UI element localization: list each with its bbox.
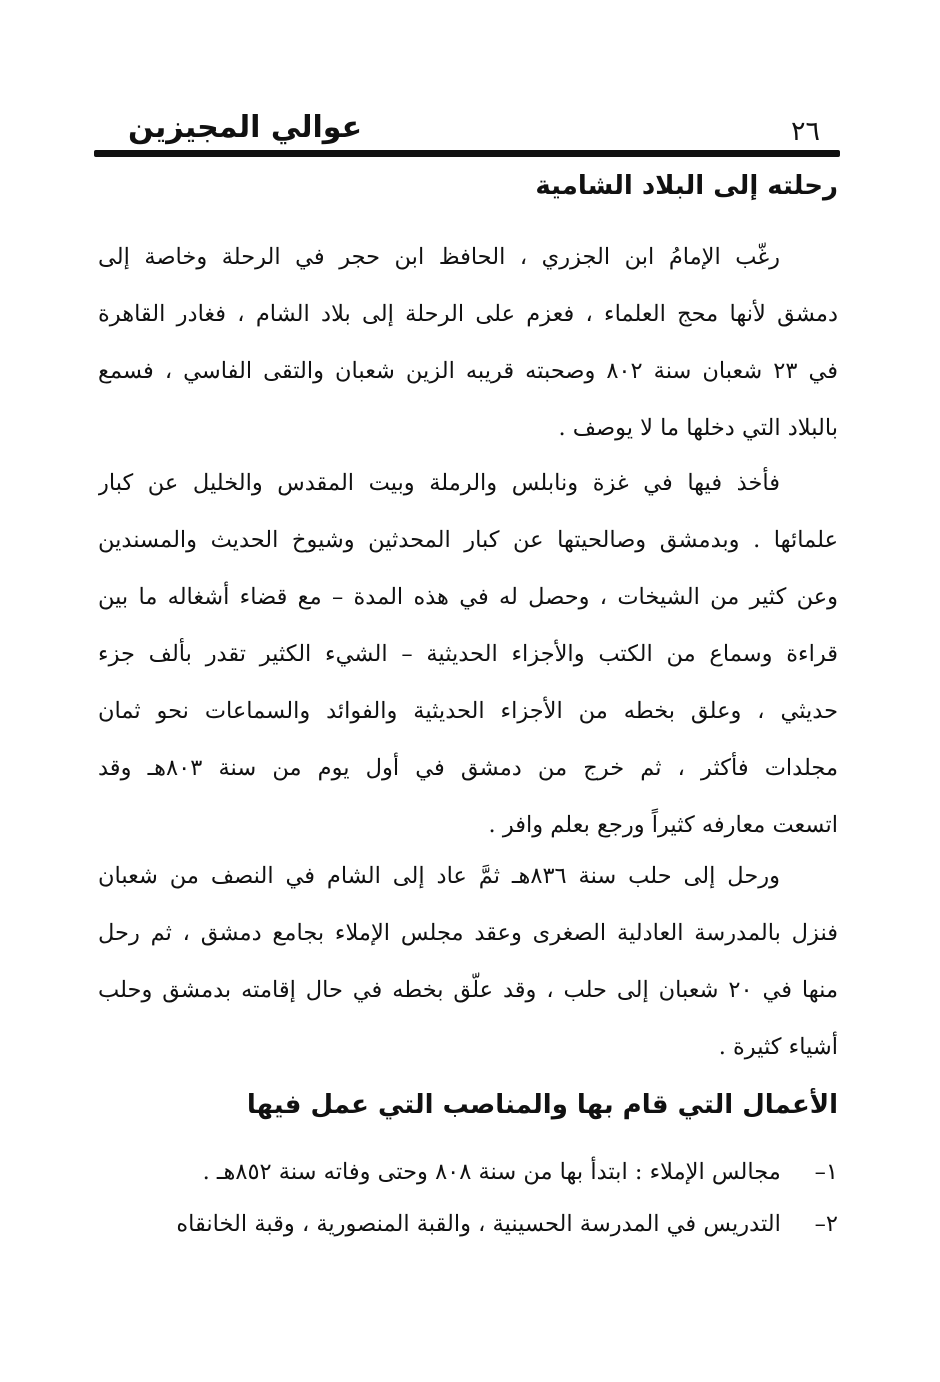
- section-heading-positions: الأعمال التي قام بها والمناصب التي عمل فيها: [246, 1090, 838, 1120]
- text-line: قراءة وسماع من الكتب والأجزاء الحديثية – الشيء الكثير تقدر بألف جزء: [98, 641, 838, 667]
- paragraph-2: [98, 455, 838, 854]
- text-line: منها في ٢٠ شعبان إلى حلب ، وقد علّق بخطه في حال إقامته بدمشق وحلب: [98, 977, 838, 1003]
- text-line: علمائها . وبدمشق وصالحيتها عن كبار المحدثين وشيوخ الحديث والمسندين: [98, 527, 838, 553]
- list-item: [98, 1198, 838, 1250]
- text-line: ورحل إلى حلب سنة ٨٣٦هـ ثمَّ عاد إلى الشام في النصف من شعبان: [98, 863, 780, 889]
- list-number: ١–: [814, 1159, 838, 1185]
- page-number: ٢٦: [790, 116, 820, 147]
- text-line: دمشق لأنها محج العلماء ، فعزم على الرحلة إلى بلاد الشام ، فغادر القاهرة: [98, 301, 838, 327]
- text-line: فنزل بالمدرسة العادلية الصغرى وعقد مجلس الإملاء بجامع دمشق ، ثم رحل: [98, 920, 838, 946]
- text-line: حديثي ، وعلق بخطه من الأجزاء الحديثية والفوائد والسماعات نحو ثمان: [98, 698, 838, 724]
- paragraph-3: [98, 848, 838, 1076]
- book-title: عوالي المجيزين: [128, 110, 363, 145]
- text-line: فأخذ فيها في غزة ونابلس والرملة وبيت المقدس والخليل عن كبار: [98, 470, 780, 496]
- header-rule: [94, 150, 840, 157]
- text-line: مجلدات فأكثر ، ثم خرج من دمشق في أول يوم من سنة ٨٠٣هـ وقد: [98, 755, 838, 781]
- text-line: وعن كثير من الشيخات ، وحصل له في هذه المدة – مع قضاء أشغاله ما بين: [98, 584, 838, 610]
- list-text: التدريس في المدرسة الحسينية ، والقبة المنصورية ، وقبة الخانقاه: [176, 1211, 781, 1237]
- positions-list: [98, 1146, 838, 1250]
- section-heading-journey: رحلته إلى البلاد الشامية: [535, 171, 838, 201]
- list-item: [98, 1146, 838, 1198]
- section-journey: [98, 166, 838, 206]
- list-text: مجالس الإملاء : ابتدأ بها من سنة ٨٠٨ وحتى وفاته سنة ٨٥٢هـ .: [202, 1159, 781, 1185]
- text-line: اتسعت معارفه كثيراً ورجع بعلم وافر .: [488, 812, 838, 838]
- text-line: بالبلاد التي دخلها ما لا يوصف .: [558, 415, 838, 441]
- section-positions: [98, 1085, 838, 1125]
- paragraph-1: [98, 229, 838, 457]
- text-line: رغّب الإمامُ ابن الجزري ، الحافظ ابن حجر في الرحلة وخاصة إلى: [98, 244, 780, 270]
- text-line: أشياء كثيرة .: [718, 1034, 838, 1060]
- running-header: [100, 108, 838, 152]
- text-line: في ٢٣ شعبان سنة ٨٠٢ وصحبته قريبه الزين شعبان والتقى الفاسي ، فسمع: [98, 358, 838, 384]
- list-number: ٢–: [814, 1211, 838, 1237]
